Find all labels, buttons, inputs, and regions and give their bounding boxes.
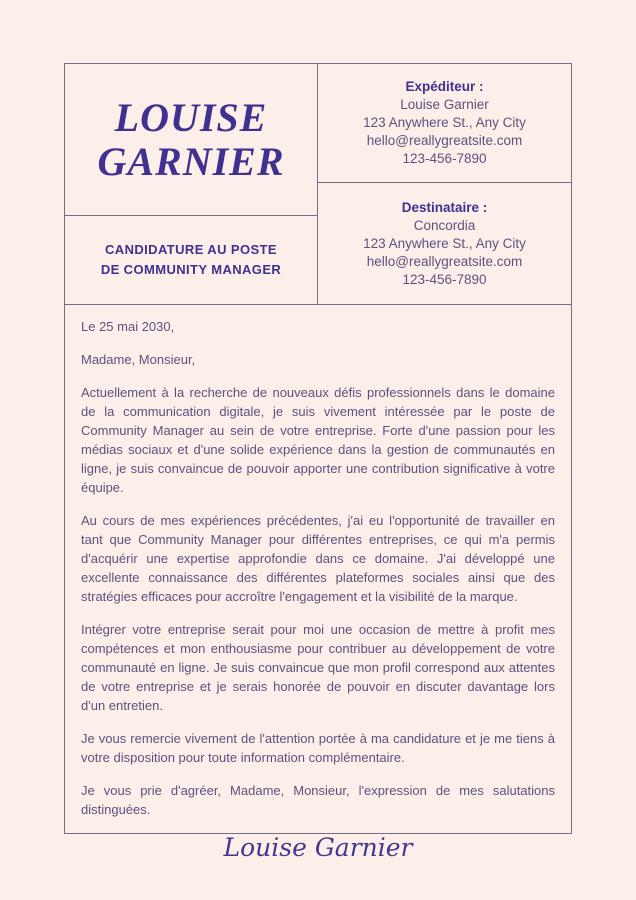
name-first: LOUISE [114, 94, 268, 140]
subject-line-2: DE COMMUNITY MANAGER [100, 262, 282, 277]
letter-body-box [64, 304, 572, 862]
letter-paragraph: Au cours de mes expériences précédentes, j'ai eu l'opportunité de travailler en tant que Community Manager pour différentes entreprises, ce qui m'a permis d'acquérir une expertise approfondie dans ce domaine. J'ai développé une excellente connaissance des différentes plateformes sociales ainsi que des stratégies efficaces pour accroître l'engagement et la visibilité de la marque. [81, 513, 555, 604]
sender-label: Expéditeur : [405, 79, 484, 94]
letter-date: Le 25 mai 2030, [81, 319, 175, 334]
sender-address: 123 Anywhere St., Any City [363, 115, 526, 130]
signature-text: Louise Garnier [223, 833, 413, 862]
sender-name: Louise Garnier [400, 97, 489, 112]
name-box [64, 63, 318, 216]
name-last: GARNIER [97, 138, 285, 184]
recipient-address: 123 Anywhere St., Any City [363, 235, 526, 251]
subject-box [64, 215, 318, 305]
sender-box [317, 63, 572, 183]
recipient-box [317, 182, 572, 305]
letter-paragraph: Je vous remercie vivement de l'attention portée à ma candidature et je me tiens à votre disposition pour toute information complémentaire. [81, 731, 555, 765]
sender-email: hello@reallygreatsite.com [366, 133, 523, 148]
recipient-label: Destinataire : [401, 199, 488, 215]
letter-paragraph: Actuellement à la recherche de nouveaux défis professionnels dans le domaine de la communication digitale, je suis vivement intéressée par le poste de Community Manager au sein de votre entreprise. Forte d'une passion pour les médias sociaux et d'une solide expérience dans la gestion de communautés en ligne, je suis convaincue de pouvoir apporter une contribution significative à votre équipe. [81, 385, 555, 495]
sender-phone: 123-456-7890 [402, 151, 487, 166]
recipient-name: Concordia [413, 217, 476, 233]
letter-paragraph: Intégrer votre entreprise serait pour moi une occasion de mettre à profit mes compétences et mon enthousiasme pour contribuer au développement de votre communauté en ligne. Je suis convaincue que mon profil correspond aux attentes de votre entreprise et je serais honorée de pouvoir en discuter davantage lors d'un entretien. [81, 622, 555, 713]
letter-paragraph: Je vous prie d'agréer, Madame, Monsieur, l'expression de mes salutations distinguées. [81, 783, 555, 817]
recipient-email: hello@reallygreatsite.com [366, 253, 523, 269]
subject-line-1: CANDIDATURE AU POSTE [105, 242, 277, 257]
letter-salutation: Madame, Monsieur, [81, 352, 196, 367]
recipient-phone: 123-456-7890 [402, 271, 487, 287]
